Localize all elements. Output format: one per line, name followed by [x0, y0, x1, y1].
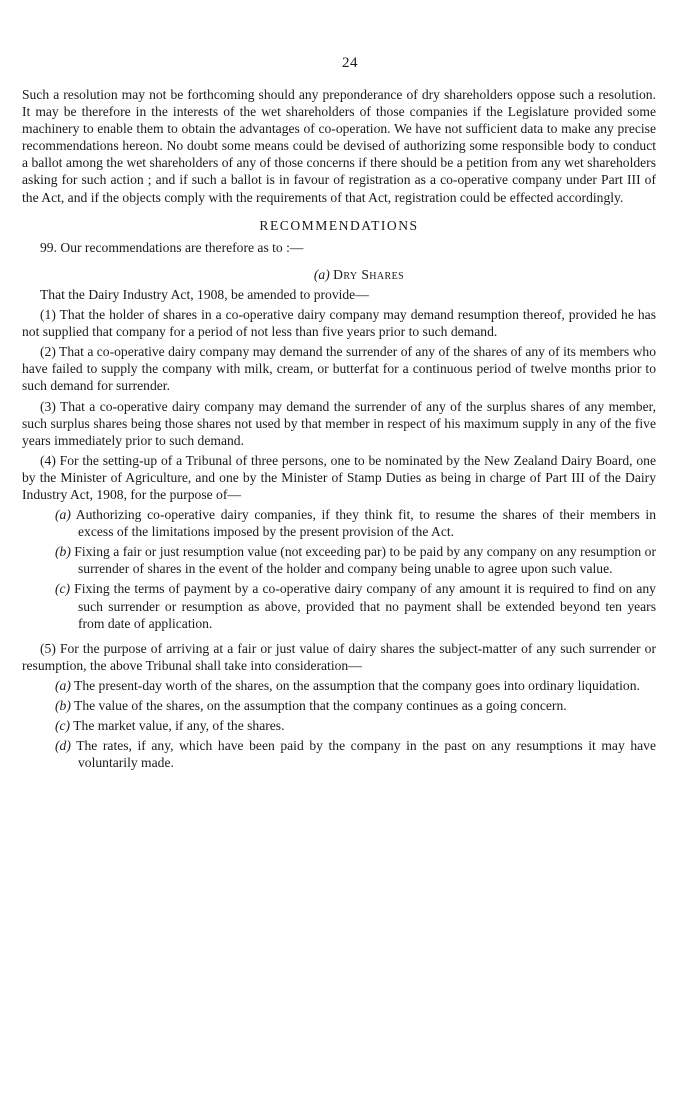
item-label: (b) [55, 544, 71, 560]
intro-paragraph: Such a resolution may not be forthcoming should any preponderance of dry shareholders oppose such a resolution. It may be therefore in the interests of the wet shareholders of those companies if the Legislature provided some machinery to enable them to obtain the advantages of co-operation. We have not sufficient data to make any precise recommendations hereon. No doubt some means could be devised of authorizing some responsible body to conduct a ballot among the wet shareholders of any of those concerns if there should be a petition from any wet shareholders asking for such action ; and if such a ballot is in favour of registration as a co-operative company under Part III of the Act, and if the objects comply with the requirements of that Act, registration could be effected accordingly. [22, 87, 656, 205]
item-text: The market value, if any, of the shares. [73, 718, 285, 734]
consideration-c [22, 717, 656, 734]
item-label: (c) [55, 581, 71, 597]
subheading-title: Dry Shares [333, 266, 405, 282]
item-text: Fixing the terms of payment by a co-operative dairy company of any amount it is required to find on any such surrender or resumption as above, provided that no payment shall be extended beyond ten years from date of application. [74, 581, 656, 631]
item-text: The rates, if any, which have been paid by the company in the past on any resumptions it may have voluntarily made. [76, 738, 656, 771]
provision-5: (5) For the purpose of arriving at a fair or just value of dairy shares the subject-matter of any such surrender or resumption, the above Tribunal shall take into consideration— [22, 640, 656, 673]
item-label: (a) [55, 677, 71, 693]
subheading-dry-shares [22, 266, 656, 283]
section-heading: RECOMMENDATIONS [259, 217, 419, 233]
consideration-d [22, 737, 656, 771]
paragraph-99: 99. Our recommendations are therefore as to :— [40, 239, 304, 255]
consideration-b [22, 697, 656, 714]
provision-3: (3) That a co-operative dairy company may demand the surrender of any of the surplus shares of any member, such surplus shares being those shares not used by that member in respect of his maximum supply in any of the five years immediately prior to such demand. [22, 398, 656, 448]
item-text: The present-day worth of the shares, on the assumption that the company goes into ordinary liquidation. [74, 677, 640, 693]
page-number: 24 [342, 55, 358, 71]
consideration-a [22, 677, 656, 694]
item-label: (a) [55, 507, 71, 523]
tribunal-purpose-a [22, 506, 656, 540]
provision-2: (2) That a co-operative dairy company may demand the surrender of any of the shares of any of its members who have failed to supply the company with milk, cream, or butterfat for a continuous period of twelve months prior to such demand for surrender. [22, 344, 656, 394]
tribunal-purpose-b [22, 543, 656, 577]
body-text [22, 86, 656, 771]
item-label: (d) [55, 738, 71, 754]
provision-1: (1) That the holder of shares in a co-operative dairy company may demand resumption thereof, provided he has not supplied that company for a period of not less than five years prior to such demand. [22, 307, 656, 340]
item-label: (b) [55, 698, 71, 713]
item-text: Fixing a fair or just resumption value (not exceeding par) to be paid by any company on any resumption or surrender of shares in the event of the holder and company being unable to agree upon such value. [74, 544, 656, 577]
subheading-label: (a) [313, 266, 330, 282]
item-text: The value of the shares, on the assumption that the company continues as a going concern. [74, 698, 567, 713]
item-text: Authorizing co-operative dairy companies, if they think fit, to resume the shares of their members in excess of the limitations imposed by the present provision of the Act. [75, 507, 656, 540]
tribunal-purpose-c [22, 580, 656, 631]
item-label: (c) [55, 718, 71, 734]
provision-4: (4) For the setting-up of a Tribunal of three persons, one to be nominated by the New Zealand Dairy Board, one by the Minister of Agriculture, and one by the Minister of Stamp Duties as being in charge of Part III of the Dairy Industry Act, 1908, for the purpose of— [22, 452, 656, 502]
act-intro: That the Dairy Industry Act, 1908, be amended to provide— [40, 286, 369, 302]
